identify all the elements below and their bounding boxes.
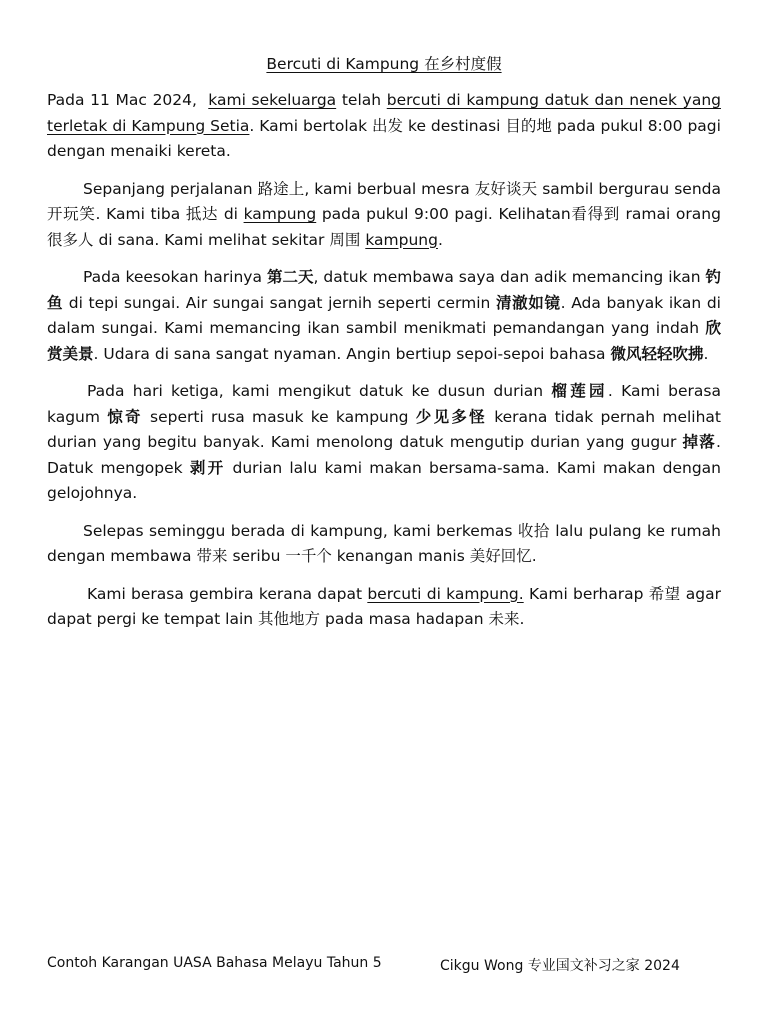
- p5-text: seribu: [232, 547, 281, 565]
- p2-text: Sepanjang perjalanan: [83, 179, 253, 198]
- paragraph-4: [47, 379, 721, 507]
- chinese-gloss: 带来: [196, 547, 228, 565]
- chinese-gloss: 掉落: [682, 433, 717, 451]
- p2-text: pada pukul 9:00 pagi. Kelihatan: [321, 205, 571, 223]
- p3-text: di tepi sungai. Air sungai sangat jernih seperti cermin: [68, 293, 491, 312]
- chinese-gloss: 清澈如镜: [495, 293, 561, 312]
- paragraph-5: [47, 519, 721, 570]
- p6-underlined-phrase: bercuti di kampung.: [367, 584, 524, 603]
- chinese-gloss: 周围: [329, 230, 361, 249]
- chinese-gloss: 看得到: [570, 205, 620, 223]
- chinese-gloss: 第二天: [266, 268, 314, 286]
- chinese-gloss: 榴莲园: [551, 382, 608, 400]
- p4-text: Pada hari ketiga, kami mengikut datuk ke dusun durian: [87, 382, 544, 400]
- chinese-gloss: 抵达: [185, 205, 219, 223]
- p2-text: . Kami tiba: [95, 205, 181, 223]
- chinese-gloss: 收拾: [517, 521, 550, 540]
- chinese-gloss: 少见多怪: [415, 407, 487, 426]
- p3-text: , datuk membawa saya dan adik memancing ikan: [313, 268, 701, 286]
- p2-text: .: [437, 230, 443, 249]
- chinese-gloss: 微风轻轻吹拂: [610, 344, 704, 363]
- chinese-gloss: 美好回忆: [469, 547, 532, 565]
- p1-underlined-phrase: kami sekeluarga: [208, 91, 337, 109]
- chinese-gloss: 其他地方: [258, 610, 321, 628]
- paragraph-6: [47, 582, 721, 633]
- p5-text: kenangan manis: [336, 547, 465, 565]
- p6-text: Kami berharap: [528, 584, 644, 603]
- p4-text: durian lalu kami makan bersama-sama. Kami makan dengan gelojohnya.: [47, 458, 721, 502]
- p3-text: Pada keesokan harinya: [83, 268, 262, 286]
- chinese-gloss: 出发: [372, 116, 404, 135]
- p2-text: ramai orang: [625, 205, 721, 223]
- p1-text: Pada 11 Mac 2024,: [47, 91, 197, 109]
- page-title: Bercuti di Kampung 在乡村度假: [266, 55, 502, 73]
- footer-left: Contoh Karangan UASA Bahasa Melayu Tahun 5: [47, 955, 382, 971]
- paragraph-1: [47, 88, 721, 165]
- p5-text: .: [531, 547, 537, 565]
- p5-text: lalu pulang ke rumah dengan membawa: [47, 521, 721, 565]
- p5-text: Selepas seminggu berada di kampung, kami berkemas: [83, 521, 513, 540]
- chinese-gloss: 目的地: [505, 116, 552, 135]
- p1-text: pada pukul 8:00 pagi dengan menaiki kereta.: [47, 116, 721, 160]
- p1-text: ke destinasi: [408, 116, 501, 135]
- p2-text: di: [223, 205, 238, 223]
- chinese-gloss: 未来: [488, 610, 520, 628]
- p1-text: telah: [341, 91, 382, 109]
- p6-text: agar dapat pergi ke tempat lain: [47, 584, 721, 628]
- p1-underlined-phrase: bercuti di kampung datuk dan nenek yang terletak di Kampung Setia: [47, 91, 721, 135]
- chinese-gloss: 路途上: [257, 179, 305, 198]
- p2-underlined-phrase: kampung: [243, 205, 317, 223]
- p6-text: .: [519, 610, 525, 628]
- p6-text: pada masa hadapan: [325, 610, 484, 628]
- p1-text: . Kami bertolak: [249, 116, 368, 135]
- p3-text: .: [703, 344, 709, 363]
- p3-text: . Ada banyak ikan di dalam sungai. Kami memancing ikan sambil menikmati pemandangan yang indah: [47, 293, 721, 337]
- chinese-gloss: 一千个: [285, 547, 332, 565]
- p4-text: kerana tidak pernah melihat durian yang begitu banyak. Kami menolong datuk mengutip durian yang gugur: [47, 407, 721, 451]
- p2-text: , kami berbual mesra: [304, 179, 470, 198]
- footer-right: Cikgu Wong 专业国文补习之家 2024: [440, 958, 680, 974]
- paragraph-3: [47, 265, 721, 367]
- chinese-gloss: 钓鱼: [47, 268, 722, 312]
- p6-text: Kami berasa gembira kerana dapat: [87, 584, 363, 603]
- p3-text: . Udara di sana sangat nyaman. Angin bertiup sepoi-sepoi bahasa: [93, 344, 606, 363]
- p4-text: . Kami berasa kagum: [47, 382, 721, 426]
- chinese-gloss: 开玩笑: [47, 205, 96, 223]
- p4-text: seperti rusa masuk ke kampung: [150, 407, 409, 426]
- chinese-gloss: 惊奇: [107, 407, 143, 426]
- chinese-gloss: 剥开: [189, 458, 226, 477]
- p2-text: di sana. Kami melihat sekitar: [98, 230, 325, 249]
- essay-body: [47, 88, 721, 645]
- chinese-gloss: 很多人: [47, 230, 94, 249]
- paragraph-2: [47, 177, 721, 254]
- p2-underlined-phrase: kampung: [365, 230, 438, 249]
- chinese-gloss: 友好谈天: [474, 179, 538, 198]
- chinese-gloss: 欣赏美景: [47, 319, 721, 363]
- chinese-gloss: 希望: [648, 584, 681, 603]
- p4-text: . Datuk mengopek: [47, 433, 721, 477]
- p2-text: sambil bergurau senda: [542, 179, 721, 198]
